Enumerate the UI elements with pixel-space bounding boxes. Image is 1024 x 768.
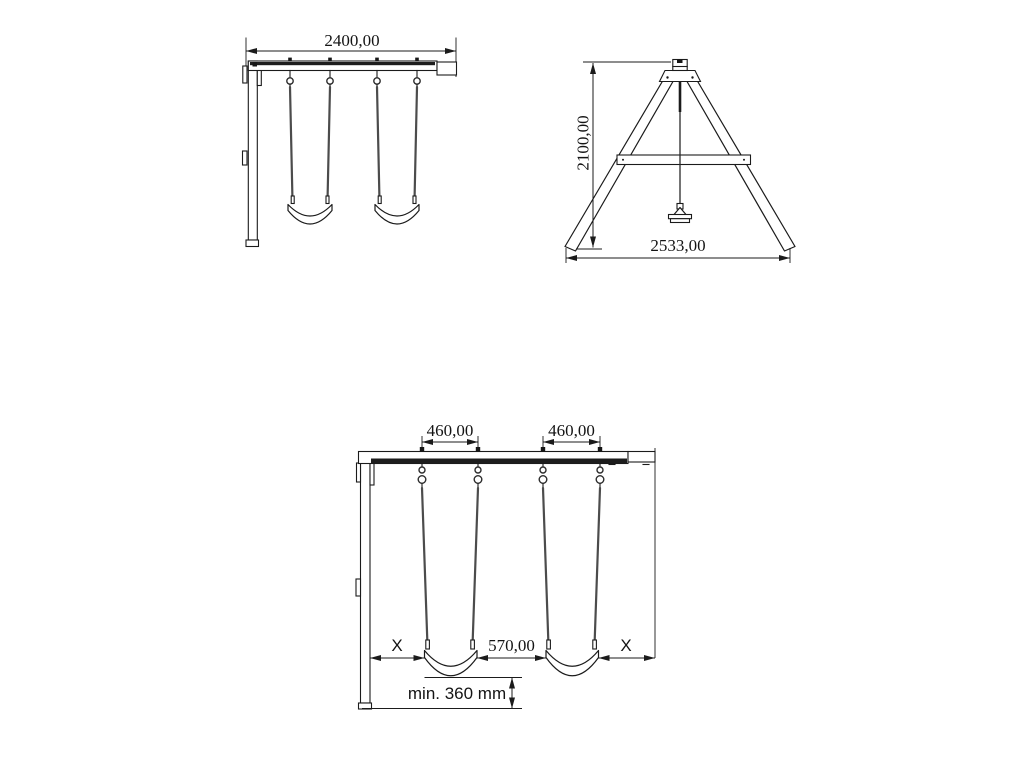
dim-label-beam-width: 2400,00	[324, 31, 380, 50]
dim-label-hanger-right: 460,00	[548, 421, 595, 440]
bracket-bolt	[666, 76, 668, 78]
rope	[422, 488, 428, 646]
dim-base-width	[566, 236, 790, 263]
hanger-mount	[598, 447, 602, 452]
rope	[328, 87, 331, 201]
swing-seat	[425, 651, 478, 676]
post	[248, 61, 257, 240]
post-side-plate	[356, 579, 361, 596]
hook	[374, 71, 380, 88]
rope	[473, 488, 479, 646]
hook	[418, 464, 426, 489]
detail-swing-right	[543, 488, 600, 676]
swing-seat	[546, 651, 599, 676]
dim-seat-clearances	[370, 636, 655, 658]
hanger-mount	[476, 447, 480, 452]
dim-ground-clearance	[362, 678, 522, 709]
beam-rail	[250, 62, 435, 65]
seat-connector	[547, 640, 551, 649]
a-frame-crossbar	[617, 155, 751, 165]
seat-connector	[593, 640, 597, 649]
bracket-bolt	[691, 76, 693, 78]
detail-beam	[359, 448, 656, 658]
hanger-mount	[328, 58, 332, 62]
front-swing-left	[288, 87, 332, 224]
post-step	[370, 463, 374, 485]
beam-end-cap	[628, 452, 655, 463]
crossbar	[617, 155, 751, 165]
post-foot	[246, 240, 259, 247]
rope	[415, 87, 418, 201]
dim-label-left-clearance: X	[391, 636, 403, 655]
post-side-plate	[243, 151, 248, 165]
seat-connector	[291, 196, 294, 204]
hook	[596, 464, 604, 489]
dim-label-base-width: 2533,00	[650, 236, 706, 255]
hook	[327, 71, 333, 88]
seat-edge	[669, 215, 692, 219]
dim-hanger-spacing-left	[422, 421, 478, 449]
detail-view-dimensions	[356, 421, 655, 709]
apex-bracket	[660, 71, 701, 82]
dim-label-seat-gap: 570,00	[488, 636, 535, 655]
swing-seat	[375, 205, 419, 225]
post-step	[257, 70, 261, 86]
front-swing-right	[375, 87, 419, 224]
hook	[414, 71, 420, 88]
rope	[290, 87, 293, 201]
apex-bolt	[677, 60, 683, 64]
rope	[543, 488, 549, 646]
beam-bolt	[253, 62, 258, 67]
dim-label-right-clearance: X	[620, 636, 632, 655]
side-view-a-frame	[565, 60, 795, 264]
side-seat	[669, 204, 692, 223]
hook	[539, 464, 547, 489]
post-bracket	[243, 66, 247, 83]
seat-connector	[378, 196, 381, 204]
hook	[474, 464, 482, 489]
hanger-mount	[375, 58, 379, 62]
seat-connector	[426, 640, 430, 649]
crossbar-bolt	[622, 159, 624, 161]
apex-assembly	[660, 60, 701, 82]
swing-seat	[288, 205, 332, 225]
rope	[595, 488, 601, 646]
beam-rail	[371, 459, 627, 464]
detail-swing-left	[422, 488, 478, 676]
seat-connector	[326, 196, 329, 204]
hanger-mount	[288, 58, 292, 62]
front-view-two-swings	[243, 31, 457, 247]
hanger-mount	[420, 447, 424, 452]
front-beam	[248, 61, 456, 75]
hook	[287, 71, 293, 88]
dim-label-ground-clearance: min. 360 mm	[407, 684, 507, 703]
detail-left-post	[356, 452, 374, 709]
rope	[377, 87, 380, 201]
seat-connector	[413, 196, 416, 204]
dim-label-frame-height: 2100,00	[573, 115, 593, 171]
post-bracket	[357, 463, 361, 482]
crossbar-bolt	[743, 159, 745, 161]
dim-label-hanger-left: 460,00	[426, 421, 474, 440]
seat-connector	[471, 640, 475, 649]
post	[361, 452, 371, 703]
front-left-post	[243, 61, 262, 247]
dim-hanger-spacing-right	[543, 421, 600, 449]
beam-end-cap	[437, 62, 457, 75]
seat-edge	[671, 219, 690, 223]
hanger-mount	[415, 58, 419, 62]
hanger-mount	[541, 447, 545, 452]
